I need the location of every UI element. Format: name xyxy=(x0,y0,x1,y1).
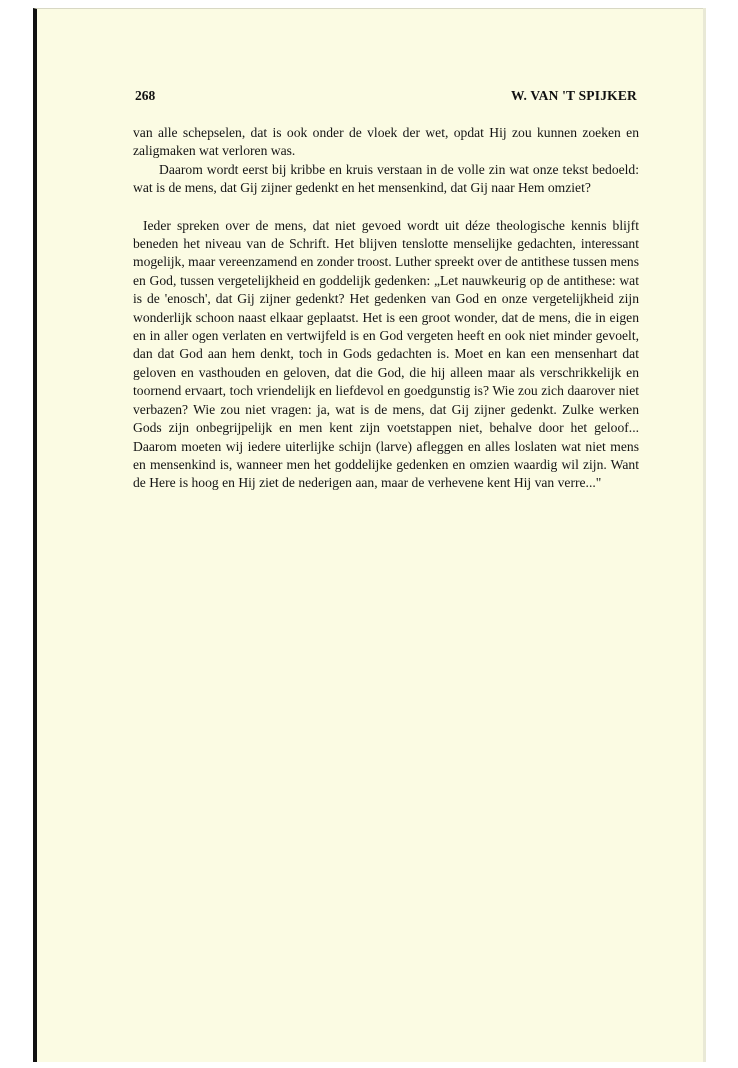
paragraph-daarom: Daarom wordt eerst bij kribbe en kruis verstaan in de volle zin wat onze tekst bedoeld: wat is de mens, dat Gij zijner gedenkt en het mensenkind, dat Gij naar Hem omziet? xyxy=(133,161,639,196)
paragraph-continuation: van alle schepselen, dat is ook onder de vloek der wet, opdat Hij zou kunnen zoeken en zaligmaken wat verloren was. xyxy=(133,125,639,159)
paragraph-ieder-spreken: Ieder spreken over de mens, dat niet gevoed wordt uit déze theologische kennis blijft beneden het niveau van de Schrift. Het blijven tenslotte menselijke gedachten, interessant mogelijk, maar vereenzamend en zonder troost. Luther spreekt over de antithese tussen mens en God, tussen vergetelijkheid en goddelijk gedenken: „Let nauwkeurig op de antithese: wat is de 'enosch', dat Gij zijner gedenkt? Het gedenken van God en onze vergetelijkheid zijn wonderlijk schoon naast elkaar geplaatst. Het is een groot wonder, dat de mens, die in eigen en in aller ogen verlaten en vertwijfeld is en God vergeten heeft en ook niet minder gevoelt, dan dat God aan hem denkt, toch in Gods gedachten is. Moet en kan een mensenhart dat geloven en vasthouden en geloven, dat die God, die hij alleen maar als verschrikkelijk en toornend ervaart, toch vriendelijk en liefdevol en goedgunstig is? Wie zou zich daarover niet verbazen? Wie zou niet vragen: ja, wat is de mens, dat Gij zijner gedenkt. Zulke werken Gods zijn onbegrijpelijk en men kent zijn voetstappen niet, behalve door het geloof... Daarom moeten wij iedere uiterlijke schijn (larve) afleggen en alles loslaten wat niet mens en mensenkind is, wanneer men het goddelijke gedenken en omzien waardig wil zijn. Want de Here is hoog en Hij ziet de nederigen aan, maar de verhevene kent Hij van verre..." xyxy=(133,217,639,491)
running-head-author: W. VAN 'T SPIJKER xyxy=(511,88,637,103)
page-number: 268 xyxy=(135,88,156,103)
page-edge xyxy=(703,8,706,1062)
page-header xyxy=(135,88,637,108)
body-text xyxy=(133,124,639,493)
